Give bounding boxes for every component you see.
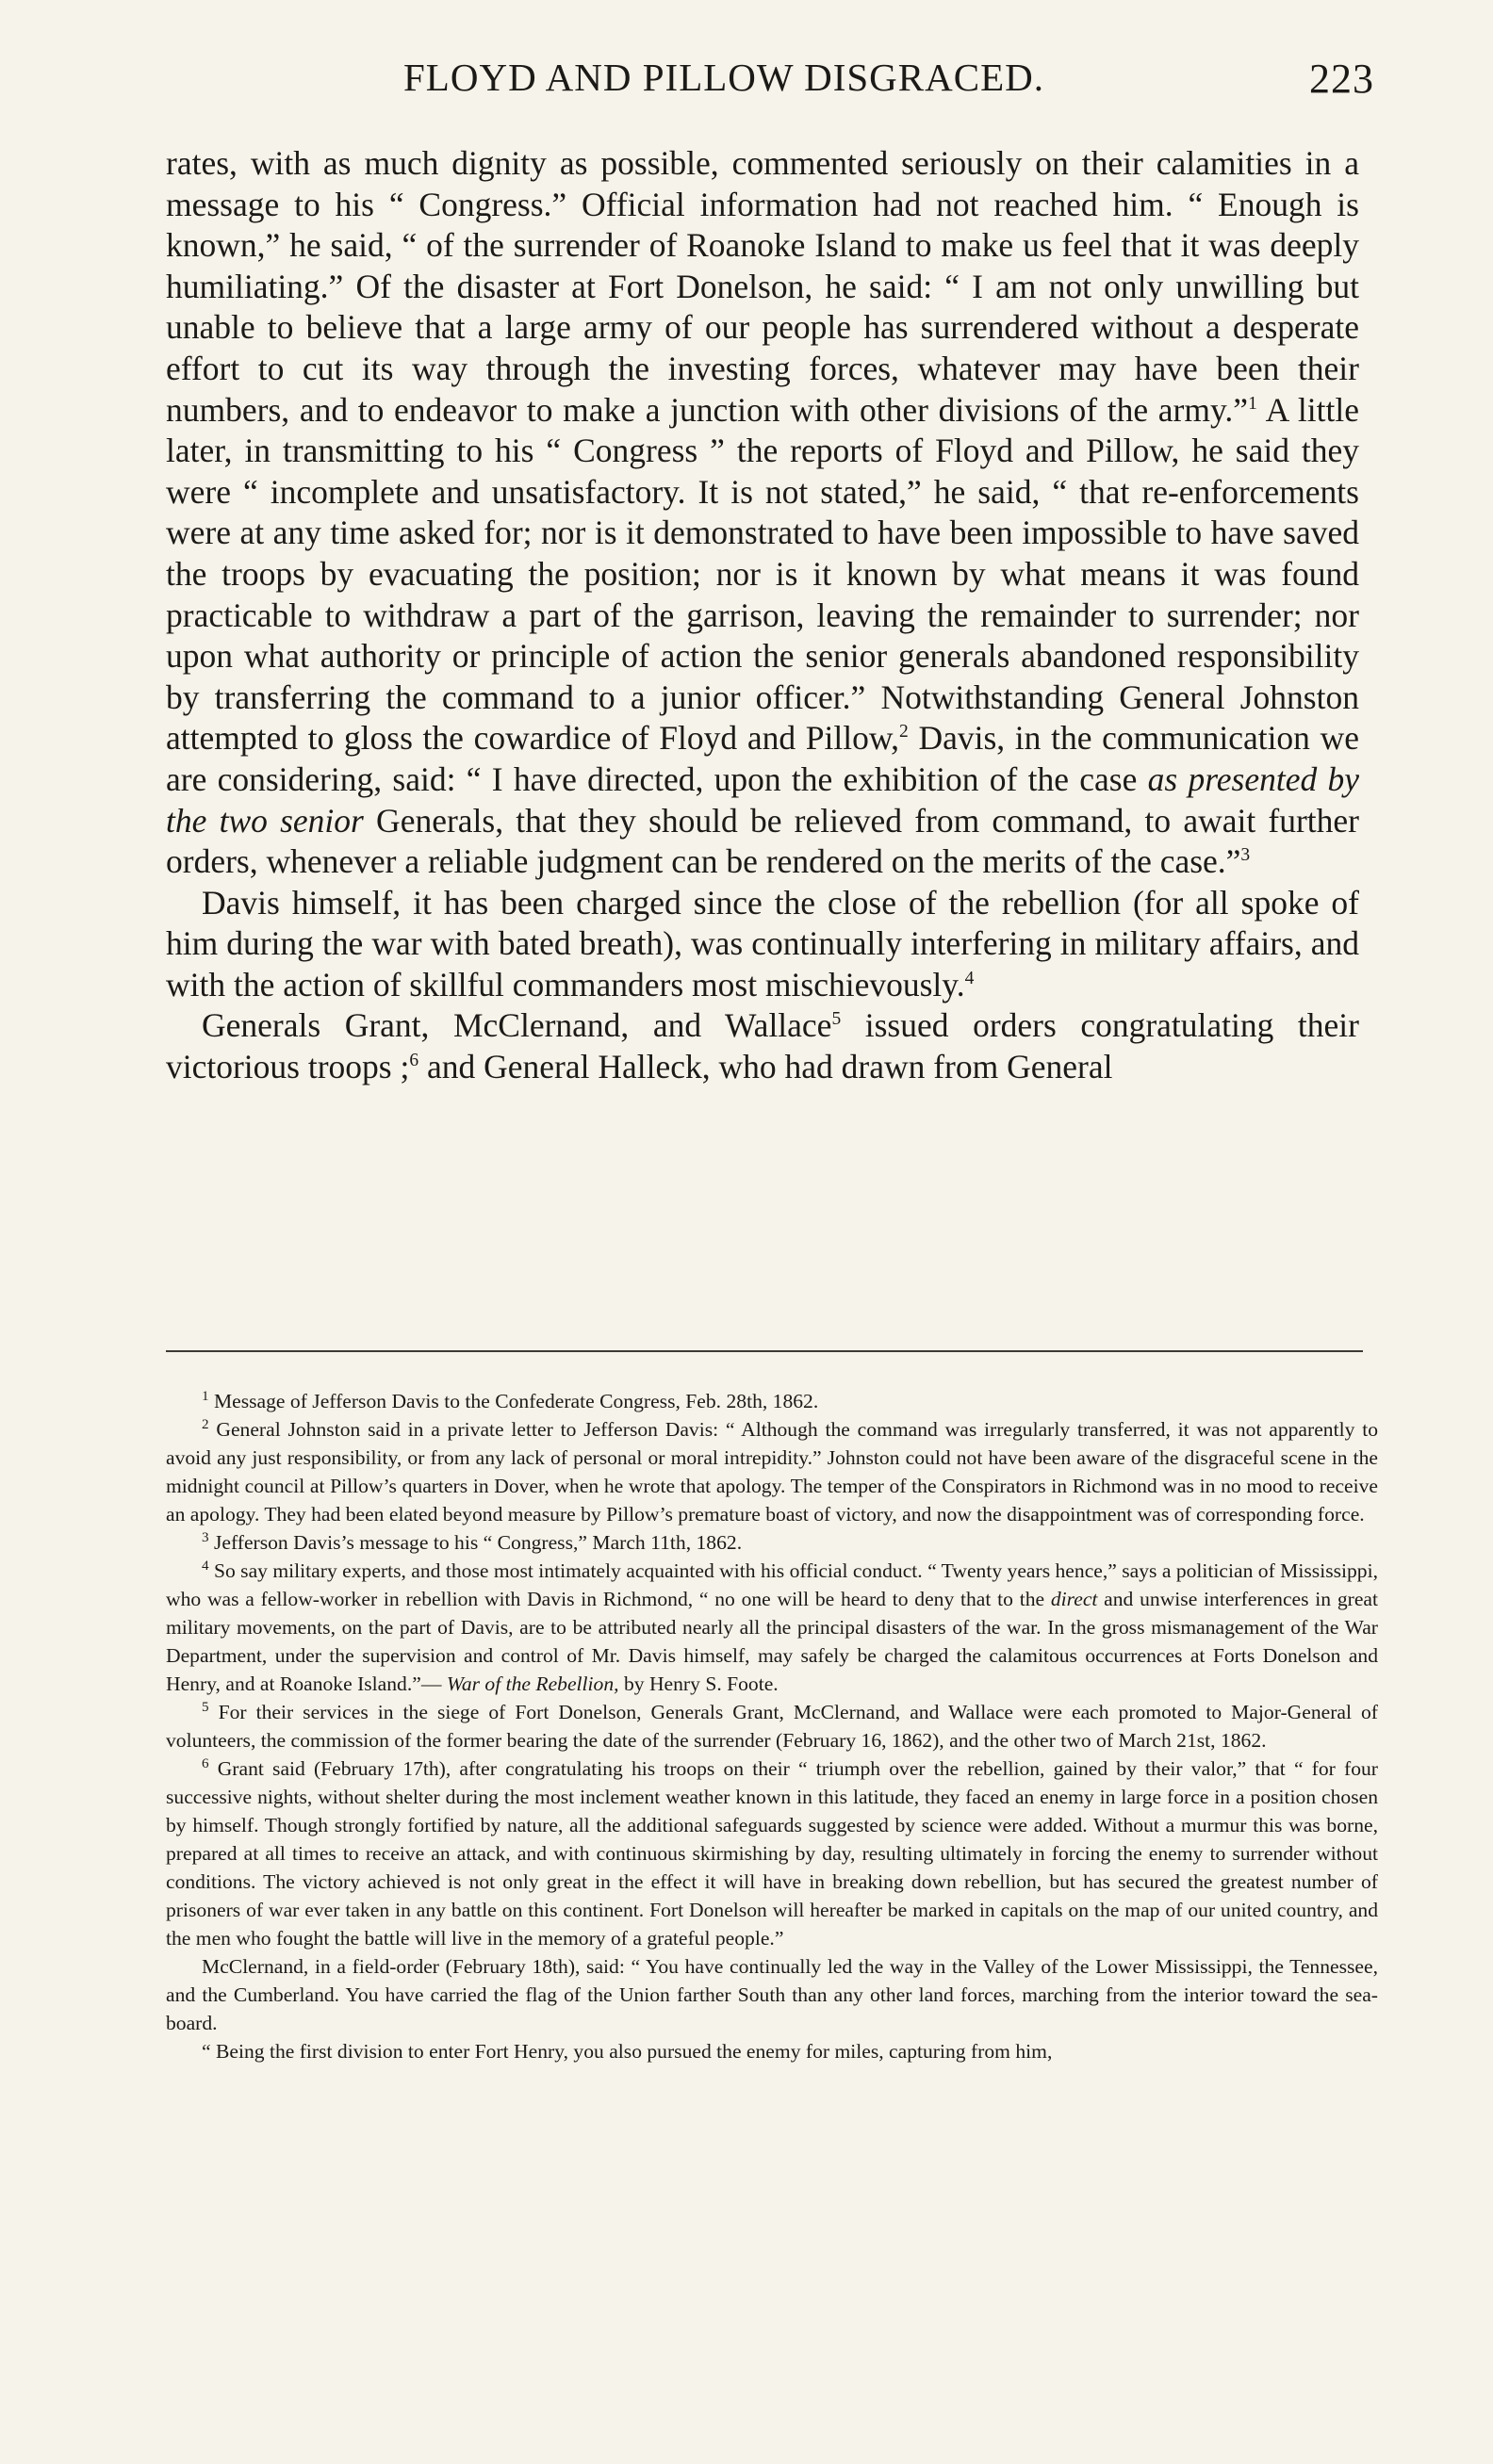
footnote-marker: 6 [202, 1755, 209, 1771]
footnote-6-continued: McClernand, in a field-order (February 18th), said: “ You have continually led the way in the Valley of the Lower Mississippi, the Tennessee, and the Cumberland. You have carried the flag of the Union farther South than any other land forces, marching from the interior toward the sea-board. [166, 1955, 1378, 2034]
text-run: issued orders congratulating their victorious troops ; [166, 1006, 1359, 1086]
running-header [403, 55, 1374, 111]
footnote-4 [166, 1557, 1378, 1698]
footnote-text: For their services in the siege of Fort Donelson, Generals Grant, McClernand, and Wallace were each promoted to Major-General of volunteers, the commission of the former bearing the date of the surrender (February 16, 1862), and the other two of March 21st, 1862. [166, 1701, 1378, 1752]
footnote-ref-4: 4 [964, 969, 975, 989]
footnote-divider [166, 1350, 1363, 1352]
footnote-marker: 4 [202, 1558, 209, 1574]
text-run: Davis himself, it has been charged since the close of the rebellion (for all spoke of him during the war with bated breath), was continually interfering in military affairs, and with the action of skillful commanders most mischievously. [166, 883, 1359, 1004]
footnote-ref-6: 6 [409, 1051, 419, 1071]
paragraph-1 [166, 143, 1359, 883]
footnote-text: Jefferson Davis’s message to his “ Congress,” March 11th, 1862. [208, 1531, 743, 1554]
footnote-3 [166, 1528, 1378, 1557]
footnote-6 [166, 1754, 1378, 1952]
footnote-5 [166, 1698, 1378, 1754]
footnotes [166, 1387, 1378, 2065]
footnote-1 [166, 1387, 1378, 1415]
paragraph-3 [166, 1005, 1359, 1087]
book-title: War of the Rebellion, [446, 1673, 619, 1695]
text-run: and General Halleck, who had drawn from General [418, 1048, 1113, 1086]
footnote-marker: 1 [202, 1388, 209, 1404]
footnote-text: Grant said (February 17th), after congratulating his troops on their “ triumph over the rebellion, gained by their valor,” that “ for four successive nights, without shelter during the most inclement weather known in this latitude, they faced an enemy in large force in a position chosen by himself. Though strongly fortified by nature, all the additional safeguards suggested by science were added. Without a murmur this was borne, prepared at all times to receive an attack, and with continuous skirmishing by day, resulting ultimately in forcing the enemy to surrender without conditions. The victory achieved is not only great in the effect it will have in breaking down rebellion, but has secured the greatest number of prisoners of war ever taken in any battle on this continent. Fort Donelson will hereafter be marked in capitals on the map of our united country, and the men who fought the battle will live in the memory of a grateful people.” [166, 1757, 1378, 1950]
text-run: Generals, that they should be relieved from command, to await further orders, whenever a reliable judgment can be rendered on the merits of the case.” [166, 801, 1359, 881]
text-run: Davis, in the communication we are considering, said: “ I have directed, upon the exhibition of the case [166, 719, 1359, 798]
footnote-ref-5: 5 [831, 1009, 842, 1030]
emphasis: as presented by the two senior [166, 759, 1359, 840]
footnote-text: Message of Jefferson Davis to the Confederate Congress, Feb. 28th, 1862. [208, 1390, 819, 1412]
footnote-text: General Johnston said in a private letter to Jefferson Davis: “ Although the command was irregularly transferred, it was not apparently to avoid any just responsibility, or from any lack of personal or moral intrepidity.” Johnston could not have been aware of the disgraceful scene in the midnight council at Pillow’s quarters in Dover, when he wrote that apology. The temper of the Conspirators in Richmond was in no mood to receive an apology. They had been elated beyond measure by Pillow’s premature boast of victory, and now the disappointment was of corresponding force. [166, 1418, 1378, 1526]
footnote-ref-2: 2 [899, 722, 909, 742]
footnote-text: by Henry S. Foote. [618, 1673, 779, 1695]
footnote-ref-3: 3 [1240, 845, 1251, 866]
running-title: FLOYD AND PILLOW DISGRACED. [403, 56, 1044, 99]
page-number: 223 [1309, 56, 1374, 102]
text-run: rates, with as much dignity as possible, commented seriously on their calamities in a message to his “ Congress.” Official information had not reached him. “ Enough is known,” he said, “ of the surrender of Roanoke Island to make us feel that it was deeply humiliating.” Of the disaster at Fort Donelson, he said: “ I am not only unwilling but unable to believe that a large army of our people has surrendered without a desperate effort to cut its way through the investing forces, whatever may have been their numbers, and to endeavor to make a junction with other divisions of the army.” [166, 144, 1359, 429]
footnote-marker: 5 [202, 1699, 209, 1715]
footnote-2 [166, 1415, 1378, 1528]
text-run: A little later, in transmitting to his “ Congress ” the reports of Floyd and Pillow, he said they were “ incomplete and unsatisfactory. It is not stated,” he said, “ that re-enforcements were at any time asked for; nor is it demonstrated to have been impossible to have saved the troops by evacuating the position; nor is it known by what means it was found practicable to withdraw a part of the garrison, leaving the remainder to surrender; nor upon what authority or principle of action the senior generals abandoned responsibility by transferring the command to a junior officer.” Notwithstanding General Johnston attempted to gloss the cowardice of Floyd and Pillow, [166, 390, 1360, 758]
footnote-text: So say military experts, and those most intimately acquainted with his official conduct. “ Twenty years hence,” says a politician of Mississippi, who was a fellow-worker in rebellion with Davis in Richmond, “ no one will be heard to deny that to the [166, 1559, 1378, 1610]
footnote-marker: 3 [202, 1529, 209, 1545]
footnote-marker: 2 [202, 1416, 209, 1432]
footnote-ref-1: 1 [1248, 393, 1257, 414]
paragraph-2 [166, 883, 1359, 1006]
main-text [166, 143, 1359, 1088]
footnote-text: and unwise interferences in great military movements, on the part of Davis, are to be attributed nearly all the principal disasters of the war. In the gross mismanagement of the War Department, under the supervision and control of Mr. Davis himself, may safely be charged the calamitous occurrences at Forts Donelson and Henry, and at Roanoke Island.”— [166, 1588, 1378, 1695]
emphasis: direct [1050, 1588, 1098, 1610]
text-run: Generals Grant, McClernand, and Wallace [202, 1006, 832, 1045]
footnote-6-continued-2: “ Being the first division to enter Fort Henry, you also pursued the enemy for miles, capturing from him, [202, 2040, 1053, 2063]
